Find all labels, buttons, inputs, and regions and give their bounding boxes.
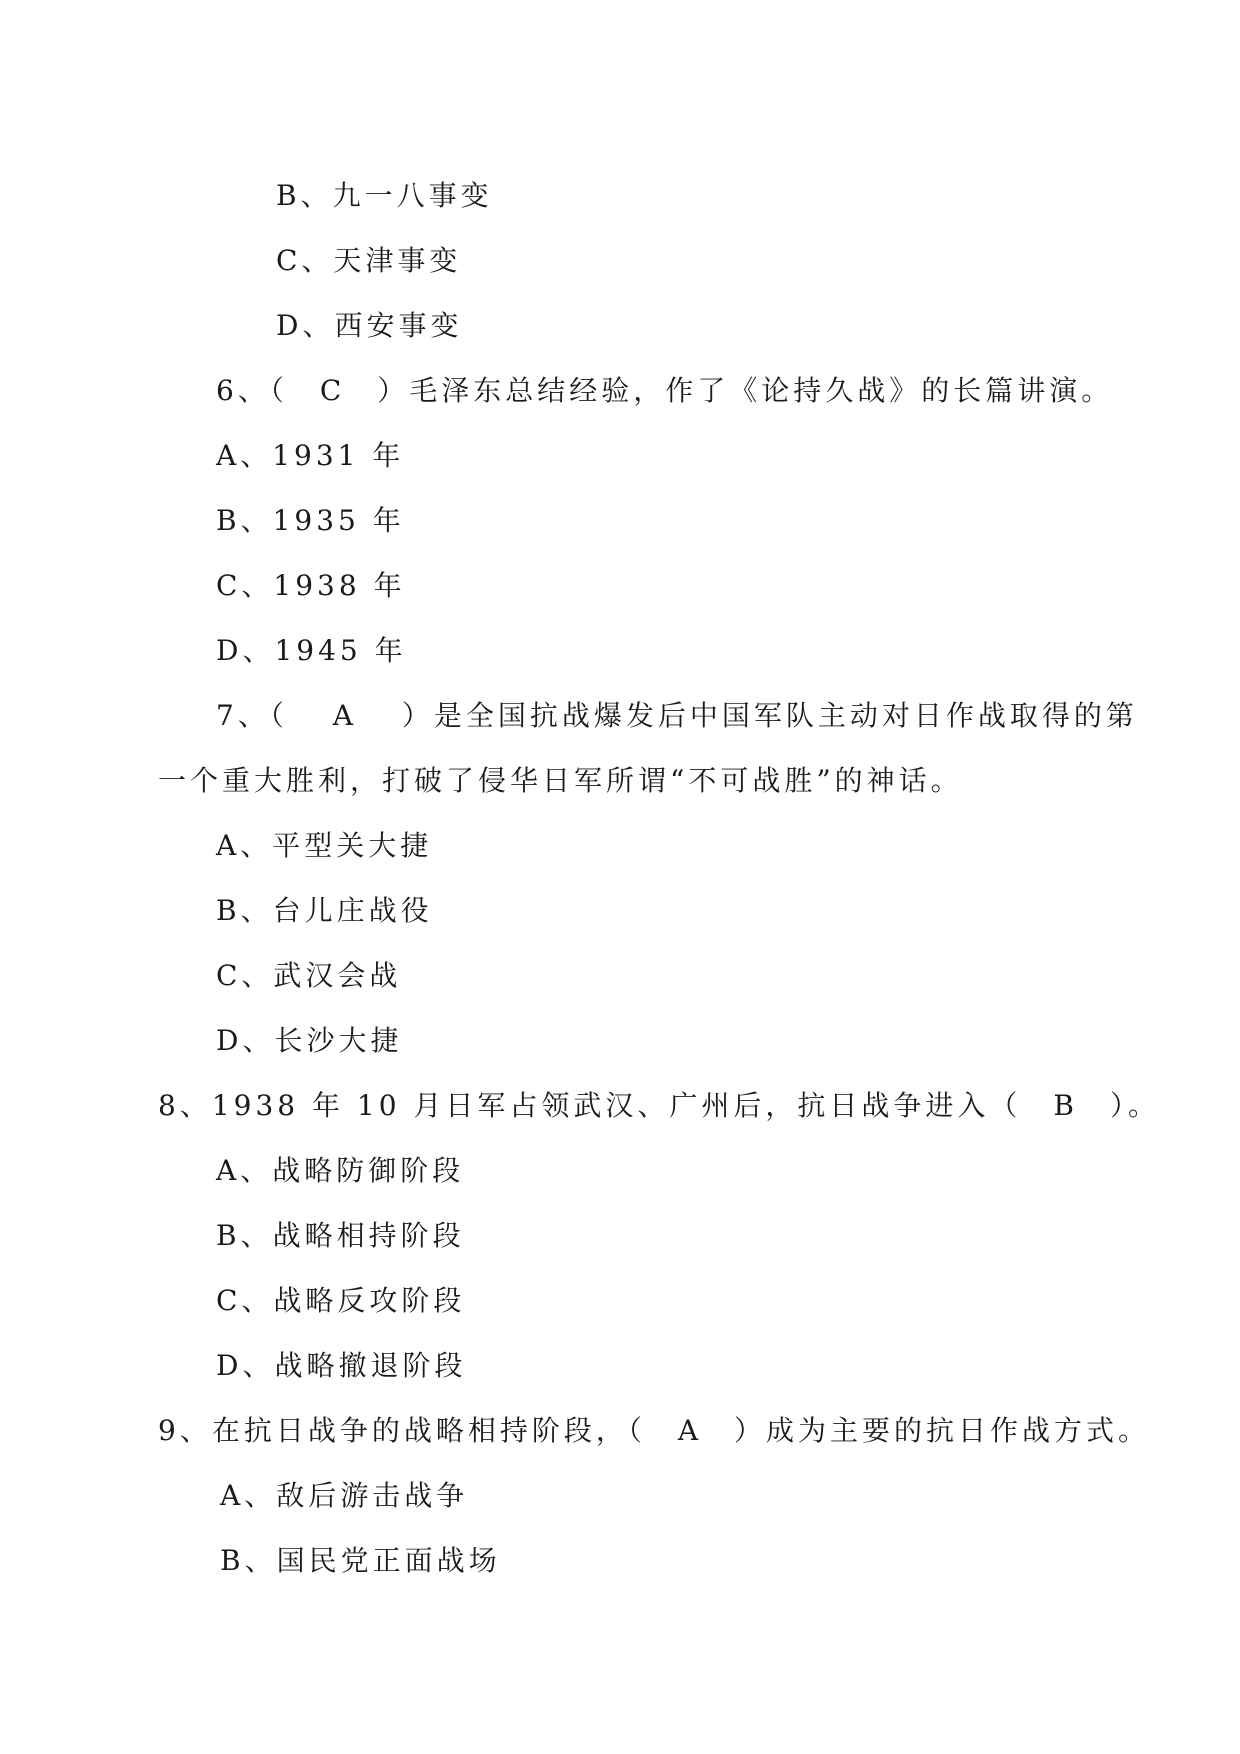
q8-stem: 8、1938 年 10 月日军占领武汉、广州后，抗日战争进入（ B ）。 — [158, 1089, 1160, 1122]
q7-stem-line1: 7、（ A ）是全国抗战爆发后中国军队主动对日作战取得的第 — [216, 699, 1138, 732]
q6-option-c: C、1938 年 — [216, 569, 406, 602]
q6-option-a: A、1931 年 — [216, 439, 405, 472]
q7-stem-line2: 一个重大胜利，打破了侵华日军所谓“不可战胜”的神话。 — [158, 764, 963, 797]
q7-option-c: C、武汉会战 — [216, 959, 402, 992]
q7-option-b: B、台儿庄战役 — [216, 894, 433, 927]
q9-stem: 9、在抗日战争的战略相持阶段，（ A ）成为主要的抗日作战方式。 — [158, 1414, 1151, 1447]
q8-option-a: A、战略防御阶段 — [216, 1154, 465, 1187]
q6-stem: 6、（ C ）毛泽东总结经验，作了《论持久战》的长篇讲演。 — [216, 374, 1114, 407]
q6-option-b: B、1935 年 — [216, 504, 405, 537]
q5-option-c: C、天津事变 — [276, 244, 462, 277]
q8-option-b: B、战略相持阶段 — [216, 1219, 465, 1252]
q8-option-c: C、战略反攻阶段 — [216, 1284, 466, 1317]
q7-option-d: D、长沙大捷 — [216, 1024, 403, 1057]
q9-option-b: B、国民党正面战场 — [220, 1544, 501, 1577]
q5-option-b: B、九一八事变 — [276, 179, 493, 212]
q7-option-a: A、平型关大捷 — [216, 829, 433, 862]
q9-option-a: A、敌后游击战争 — [220, 1479, 469, 1512]
q8-option-d: D、战略撤退阶段 — [216, 1349, 467, 1382]
q5-option-d: D、西安事变 — [276, 309, 463, 342]
q6-option-d: D、1945 年 — [216, 634, 407, 667]
